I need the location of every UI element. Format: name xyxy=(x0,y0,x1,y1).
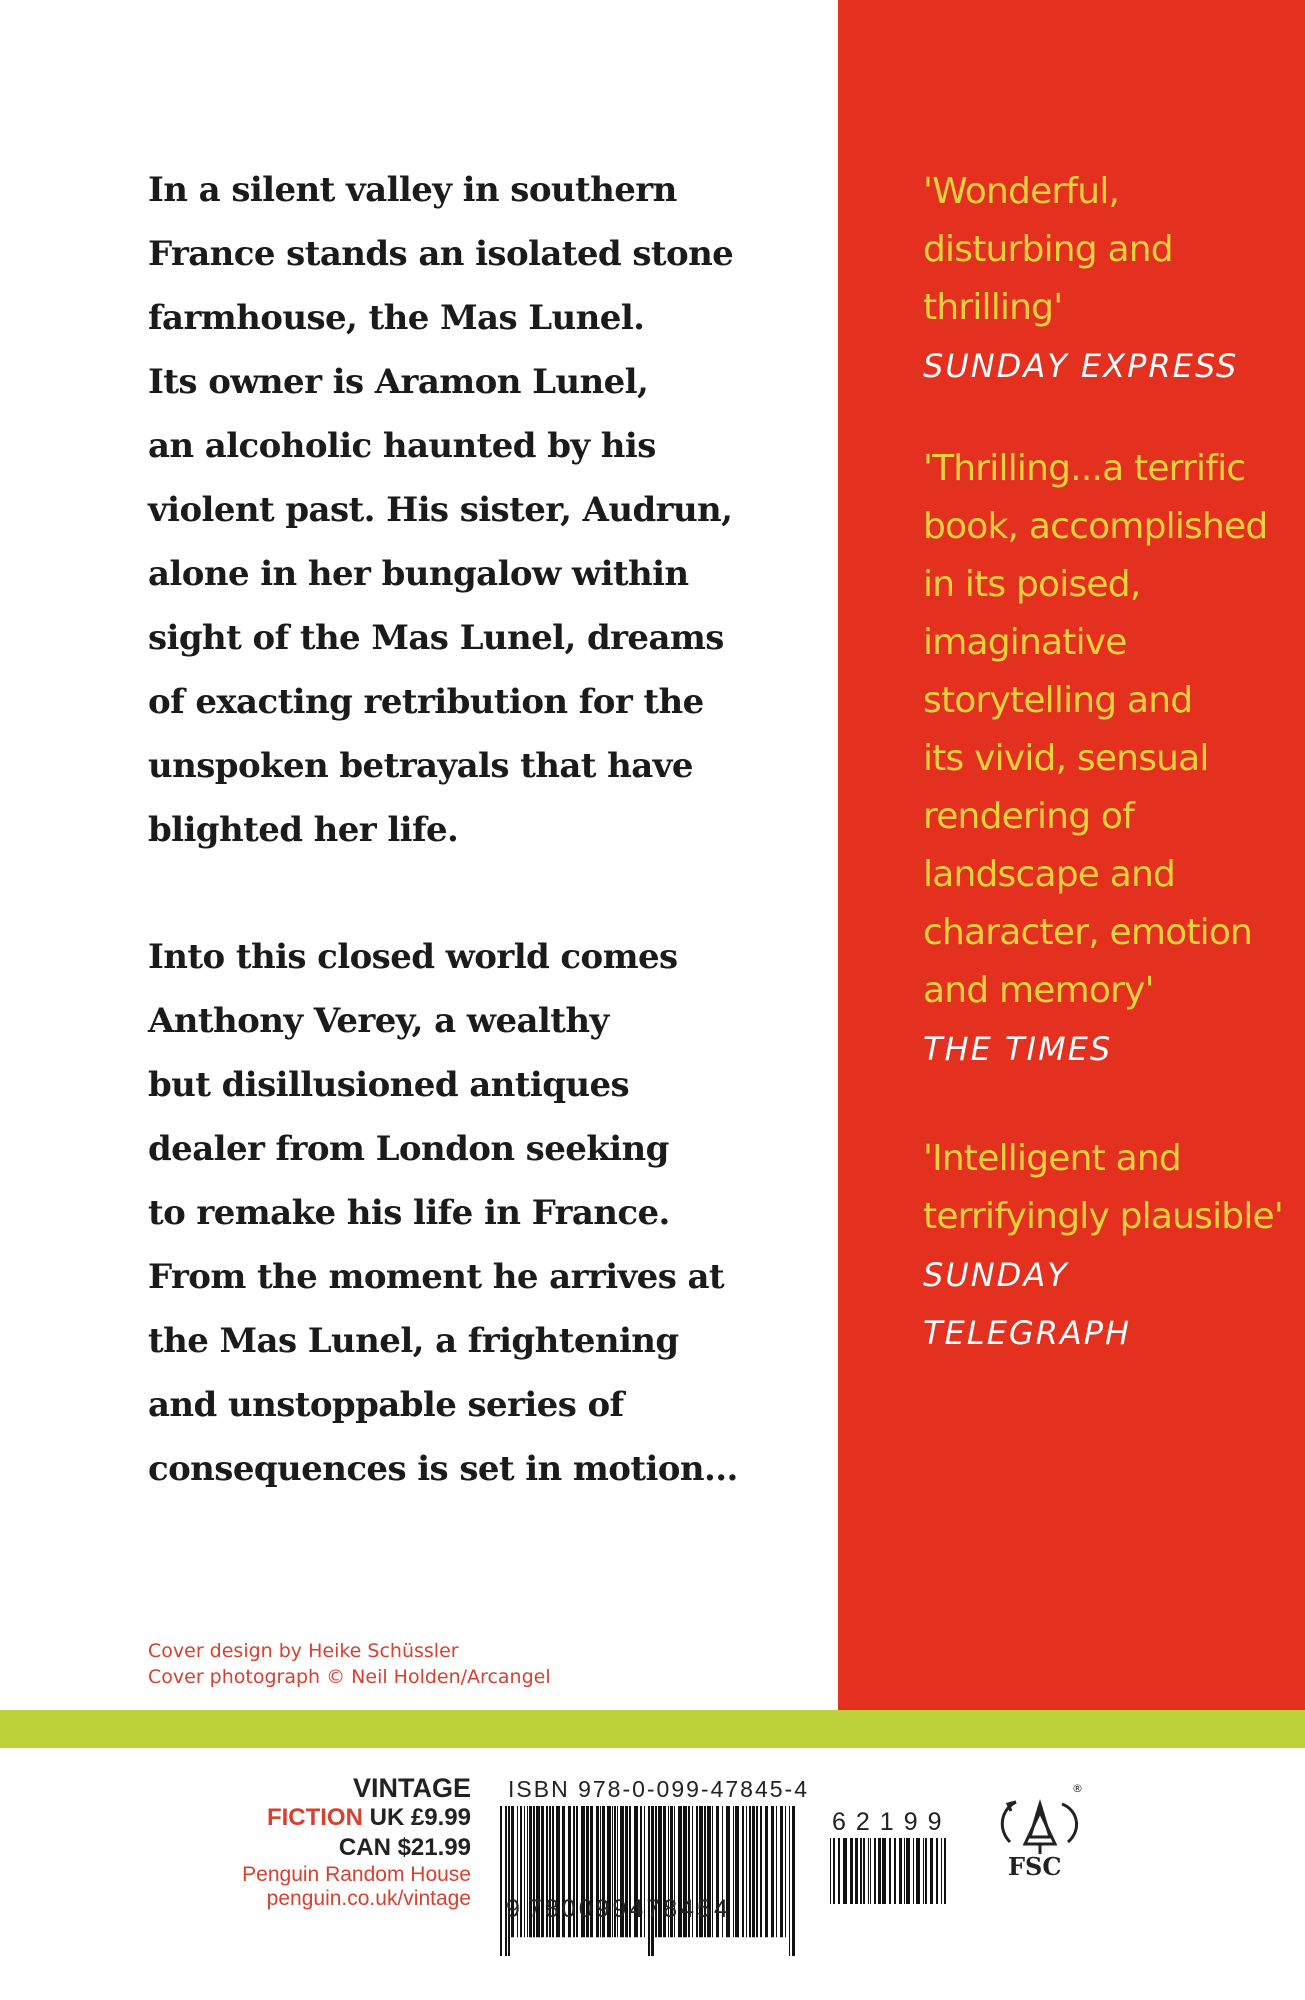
barcode-bar xyxy=(882,1838,886,1904)
barcode-bar xyxy=(505,1806,507,1956)
quote-line: its vivid, sensual xyxy=(923,738,1209,779)
barcode-bar xyxy=(923,1838,924,1904)
blurb-line: Into this closed world comes xyxy=(148,937,678,977)
barcode-bar xyxy=(930,1838,933,1904)
barcode-bar xyxy=(746,1806,747,1937)
quote-line: terrifyingly plausible' xyxy=(923,1196,1283,1237)
isbn-label: ISBN 978-0-099-47845-4 xyxy=(508,1776,809,1802)
barcode-bar xyxy=(863,1838,865,1904)
blurb-line: In a silent valley in southern xyxy=(148,170,677,210)
blurb-line: the Mas Lunel, a frightening xyxy=(148,1321,679,1361)
blurb-line: violent past. His sister, Audrun, xyxy=(148,490,733,530)
barcode-bar xyxy=(874,1838,876,1904)
fsc-label: FSC xyxy=(1008,1852,1062,1881)
barcode-bar xyxy=(508,1806,510,1956)
publisher-name: VINTAGE xyxy=(352,1773,471,1803)
barcode-bar xyxy=(925,1838,927,1904)
review-quote-1 xyxy=(923,163,1293,395)
publisher-group: Penguin Random House xyxy=(242,1863,471,1886)
barcode-bars xyxy=(500,1806,798,1956)
barcode-bar xyxy=(944,1838,946,1904)
blurb-paragraph-1 xyxy=(148,158,788,862)
cover-credits xyxy=(148,1638,551,1690)
barcode-first-digit: 9 xyxy=(506,1895,520,1923)
blurb-line: From the moment he arrives at xyxy=(148,1257,725,1297)
barcode-bar xyxy=(899,1838,902,1904)
barcode-bar xyxy=(916,1838,920,1904)
barcode-bar xyxy=(843,1838,847,1904)
green-band xyxy=(0,1710,1305,1748)
barcode-bar xyxy=(850,1838,853,1904)
barcode-bar xyxy=(648,1806,650,1956)
price-can: CAN $21.99 xyxy=(338,1834,471,1861)
barcode-addon-bars xyxy=(830,1838,948,1918)
blurb-line: France stands an isolated stone xyxy=(148,234,734,274)
quote-line: thrilling' xyxy=(923,287,1063,328)
barcode-bar xyxy=(520,1806,522,1937)
barcode-bar xyxy=(904,1838,905,1904)
blurb-line: unspoken betrayals that have xyxy=(148,746,693,786)
barcode-bar xyxy=(752,1806,755,1937)
barcode-bar xyxy=(870,1838,871,1904)
blurb-line: alone in her bungalow within xyxy=(148,554,689,594)
quote-source: THE TIMES xyxy=(923,1030,1113,1068)
barcode-bar xyxy=(789,1806,790,1956)
barcode-bar xyxy=(860,1838,862,1904)
barcode-bar xyxy=(906,1838,910,1904)
barcode-digits: 780099478454 xyxy=(528,1895,731,1923)
barcode-bar xyxy=(524,1806,525,1937)
blurb-line: farmhouse, the Mas Lunel. xyxy=(148,298,645,338)
barcode-addon-digits: 62199 xyxy=(832,1808,952,1836)
barcode-bar xyxy=(780,1806,783,1937)
barcode-bar xyxy=(760,1806,762,1937)
cover-design-credit: Cover design by Heike Schüssler xyxy=(148,1640,459,1662)
barcode-bar xyxy=(500,1806,502,1956)
barcode-bar xyxy=(765,1806,768,1937)
quote-source: SUNDAY xyxy=(923,1256,1069,1294)
quote-line: character, emotion xyxy=(923,912,1253,953)
quote-line: 'Wonderful, xyxy=(923,171,1120,212)
barcode-bar xyxy=(830,1838,831,1904)
quote-line: book, accomplished xyxy=(923,506,1268,547)
blurb-line: consequences is set in motion... xyxy=(148,1449,738,1489)
barcode-bar xyxy=(749,1806,751,1937)
blurb-line: an alcoholic haunted by his xyxy=(148,426,656,466)
fsc-registered-mark: ® xyxy=(1072,1782,1083,1795)
review-quote-2 xyxy=(923,440,1293,1078)
quote-line: rendering of xyxy=(923,796,1134,837)
blurb-line: Its owner is Aramon Lunel, xyxy=(148,362,649,402)
blurb-line: to remake his life in France. xyxy=(148,1193,670,1233)
cover-photo-credit: Cover photograph © Neil Holden/Arcangel xyxy=(148,1666,551,1688)
blurb-line: and unstoppable series of xyxy=(148,1385,624,1425)
barcode-bar xyxy=(941,1838,942,1904)
blurb-line: sight of the Mas Lunel, dreams xyxy=(148,618,724,658)
barcode-bar xyxy=(838,1838,840,1904)
barcode-bar xyxy=(889,1838,891,1904)
barcode-bar xyxy=(833,1838,835,1904)
imprint-block xyxy=(242,1774,471,1911)
barcode-bar xyxy=(878,1838,881,1904)
barcode-bar xyxy=(776,1806,777,1937)
barcode-bar xyxy=(651,1806,654,1956)
quote-line: 'Intelligent and xyxy=(923,1138,1181,1179)
quote-source: TELEGRAPH xyxy=(923,1314,1132,1352)
barcode-bar xyxy=(771,1806,774,1937)
blurb-paragraph-2 xyxy=(148,925,788,1501)
barcode-bar xyxy=(756,1806,758,1937)
genre-label: FICTION xyxy=(266,1804,363,1831)
barcode-bar xyxy=(936,1838,938,1904)
blurb-line: blighted her life. xyxy=(148,810,459,850)
barcode-bar xyxy=(785,1806,786,1937)
price-uk: UK £9.99 xyxy=(369,1804,471,1831)
review-quote-3 xyxy=(923,1130,1293,1362)
barcode-bar xyxy=(913,1838,914,1904)
quote-line: disturbing and xyxy=(923,229,1173,270)
quote-line: 'Thrilling...a terrific xyxy=(923,448,1246,489)
barcode-bar xyxy=(868,1838,869,1904)
barcode-bar xyxy=(792,1806,795,1956)
barcode-bar xyxy=(733,1806,734,1937)
blurb-line: Anthony Verey, a wealthy xyxy=(148,1001,609,1041)
blurb-line: but disillusioned antiques xyxy=(148,1065,630,1105)
barcode-bar xyxy=(735,1806,739,1937)
barcode-bar xyxy=(742,1806,744,1937)
blurb-line: dealer from London seeking xyxy=(148,1129,669,1169)
blurb-line: of exacting retribution for the xyxy=(148,682,704,722)
quote-source: SUNDAY EXPRESS xyxy=(923,347,1239,385)
quote-line: storytelling and xyxy=(923,680,1193,721)
quote-line: and memory' xyxy=(923,970,1154,1011)
quote-line: imaginative xyxy=(923,622,1127,663)
barcode-bar xyxy=(855,1838,858,1904)
price-uk-line xyxy=(242,1803,471,1833)
quote-line: in its poised, xyxy=(923,564,1141,605)
barcode-bar xyxy=(894,1838,896,1904)
publisher-website[interactable]: penguin.co.uk/vintage xyxy=(266,1887,471,1910)
quote-line: landscape and xyxy=(923,854,1176,895)
